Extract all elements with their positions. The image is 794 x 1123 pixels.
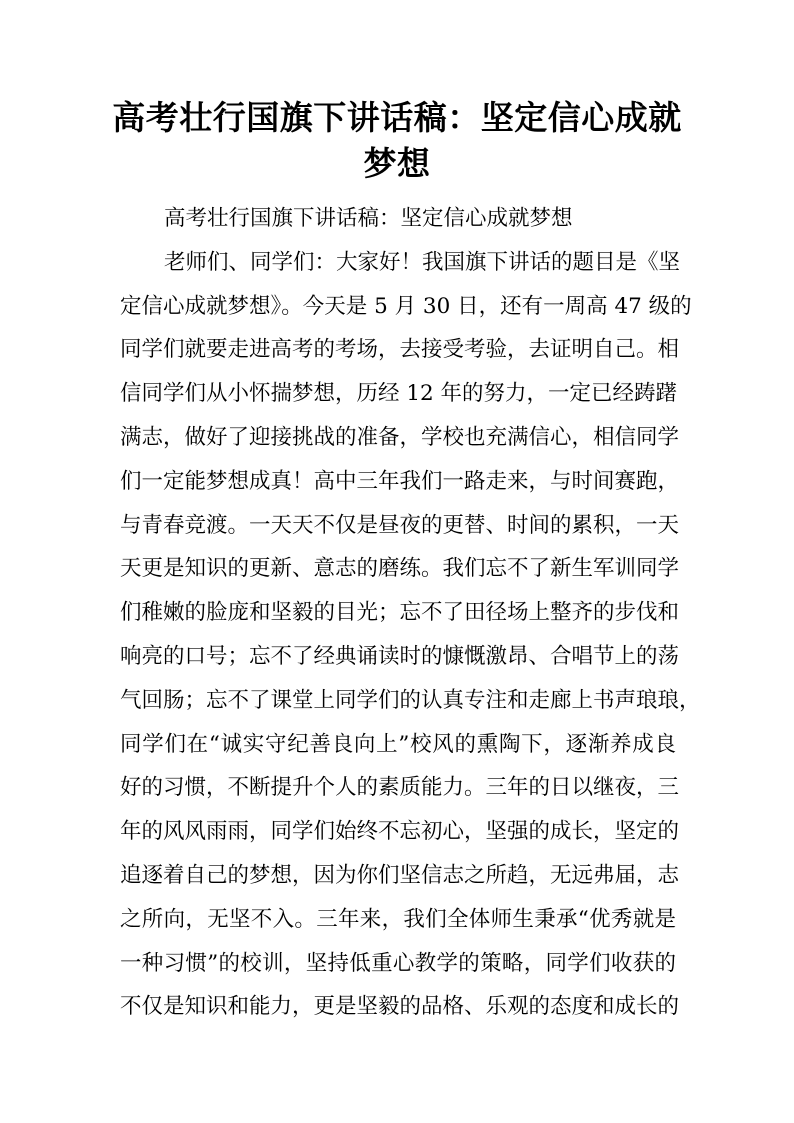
paragraph-line: 追逐着自己的梦想，因为你们坚信志之所趋，无远弗届，志 bbox=[120, 862, 680, 888]
paragraph-line: 气回肠；忘不了课堂上同学们的认真专注和走廊上书声琅琅， bbox=[120, 687, 701, 713]
paragraph-line: 与青春竞渡。一天天不仅是昼夜的更替、时间的累积，一天 bbox=[120, 512, 680, 538]
document-body bbox=[120, 197, 701, 1029]
paragraph-line: 信同学们从小怀揣梦想，历经 12 年的努力，一定已经踌躇 bbox=[120, 381, 678, 407]
document-title bbox=[110, 95, 684, 187]
paragraph-line: 同学们在“诚实守纪善良向上”校风的熏陶下，逐渐养成良 bbox=[120, 731, 676, 757]
title-line-1: 高考壮行国旗下讲话稿：坚定信心成就 bbox=[112, 98, 682, 137]
paragraph-line: 好的习惯，不断提升个人的素质能力。三年的日以继夜，三 bbox=[120, 775, 680, 801]
paragraph-line: 们稚嫩的脸庞和坚毅的目光；忘不了田径场上整齐的步伐和 bbox=[120, 600, 680, 626]
subtitle-line: 高考壮行国旗下讲话稿：坚定信心成就梦想 bbox=[164, 206, 573, 231]
paragraph-line: 定信心成就梦想》。今天是 5 月 30 日，还有一周高 47 级的 bbox=[120, 293, 692, 319]
paragraph-line: 满志，做好了迎接挑战的准备，学校也充满信心，相信同学 bbox=[120, 424, 680, 450]
paragraph-line: 不仅是知识和能力，更是坚毅的品格、乐观的态度和成长的 bbox=[120, 994, 680, 1020]
title-line-2: 梦想 bbox=[363, 144, 431, 183]
paragraph-line: 年的风风雨雨，同学们始终不忘初心，坚强的成长，坚定的 bbox=[120, 819, 680, 845]
paragraph-line: 同学们就要走进高考的考场，去接受考验，去证明自己。相 bbox=[120, 337, 680, 363]
paragraph-line: 之所向，无坚不入。三年来，我们全体师生秉承“优秀就是 bbox=[120, 906, 676, 932]
paragraph-line: 响亮的口号；忘不了经典诵读时的慷慨激昂、合唱节上的荡 bbox=[120, 643, 680, 669]
paragraph-line: 天更是知识的更新、意志的磨练。我们忘不了新生军训同学 bbox=[120, 556, 680, 582]
paragraph-line: 们一定能梦想成真！高中三年我们一路走来，与时间赛跑， bbox=[120, 468, 680, 494]
paragraph-line: 老师们、同学们：大家好！我国旗下讲话的题目是《坚 bbox=[164, 249, 681, 275]
paragraph-line: 一种习惯”的校训，坚持低重心教学的策略，同学们收获的 bbox=[120, 950, 676, 976]
